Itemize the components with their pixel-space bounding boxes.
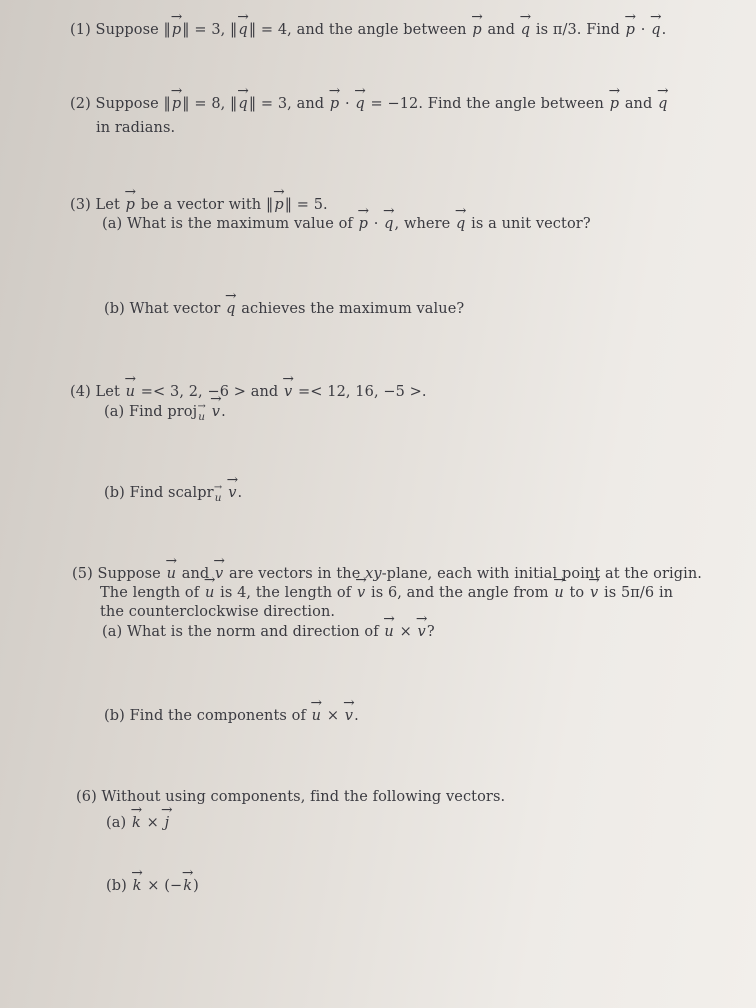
problem-5-cont-1	[100, 585, 673, 601]
text: xy	[365, 566, 382, 582]
text: (a) What is the maximum value of	[102, 216, 353, 232]
text: ·	[373, 216, 379, 232]
text: )	[193, 878, 199, 894]
problem-4a	[104, 404, 226, 423]
vector-k: → k	[131, 815, 142, 831]
subscript	[214, 492, 223, 504]
text: achieves the maximum value?	[241, 301, 465, 317]
vector-q: → q	[225, 301, 236, 317]
text: the counterclockwise direction.	[100, 604, 336, 620]
text: The length of	[100, 585, 200, 601]
vector-q: → q	[520, 22, 531, 38]
problem-3b	[104, 301, 464, 317]
text: (4) Let	[70, 384, 120, 400]
vector-p: → p	[329, 96, 340, 112]
text: ‖ = 3, ‖	[182, 22, 238, 38]
text: , where	[394, 216, 451, 232]
vector-p: → p	[471, 22, 482, 38]
text: (b)	[106, 878, 127, 894]
text: in radians.	[96, 120, 176, 136]
text: (a)	[106, 815, 127, 831]
text: is 5π/6 in	[603, 585, 674, 601]
text: =< 12, 16, −5 >.	[298, 384, 427, 400]
text: are vectors in the	[229, 566, 361, 582]
problem-5b	[104, 708, 359, 724]
vector-q: → q	[237, 22, 248, 38]
vector-k: → k	[182, 878, 193, 894]
text: (b) What vector	[104, 301, 221, 317]
vector-q: → q	[657, 96, 668, 112]
text: to	[569, 585, 585, 601]
vector-u: → u	[383, 624, 394, 640]
vector-u: → $_u$	[214, 492, 223, 504]
text: (3) Let	[70, 197, 120, 213]
vector-v: → v	[344, 708, 354, 724]
vector-q: → q	[383, 216, 394, 232]
problem-3	[70, 197, 328, 213]
text: (2) Suppose ‖	[70, 96, 171, 112]
vector-p: → p	[625, 22, 636, 38]
vector-q: → q	[455, 216, 466, 232]
text: ·	[640, 22, 646, 38]
vector-v: → v	[227, 485, 237, 501]
vector-p: → p	[171, 96, 182, 112]
problem-5-cont-2	[100, 604, 335, 620]
problem-5	[72, 566, 702, 582]
text: (b) Find scalpr	[104, 485, 214, 501]
text: is 4, the length of	[220, 585, 352, 601]
text: .	[221, 404, 226, 420]
problem-5a	[102, 624, 435, 640]
text: (6) Without using components, find the following vectors.	[76, 789, 506, 805]
text: and	[487, 22, 516, 38]
text: ‖ = 8, ‖	[182, 96, 238, 112]
problem-6b	[106, 878, 199, 894]
problem-4	[70, 384, 427, 400]
vector-q: → q	[650, 22, 661, 38]
text: and	[624, 96, 653, 112]
problem-1	[70, 22, 666, 38]
vector-p: → p	[125, 197, 136, 213]
text: .	[354, 708, 359, 724]
text: and	[181, 566, 210, 582]
text: ‖ = 5.	[284, 197, 328, 213]
text: ×	[399, 624, 412, 640]
text: ‖ = 3, and	[248, 96, 325, 112]
vector-j: → j	[164, 815, 171, 831]
vector-q: → q	[237, 96, 248, 112]
text: ×	[146, 815, 159, 831]
text: ×	[326, 708, 340, 724]
problem-4b	[104, 485, 242, 504]
text: × (−	[147, 878, 183, 894]
vector-p: → p	[171, 22, 182, 38]
vector-p: → p	[358, 216, 369, 232]
text: is a unit vector?	[471, 216, 591, 232]
vector-p: → p	[273, 197, 284, 213]
text: (a) Find proj	[104, 404, 198, 420]
text: = −12. Find the angle between	[370, 96, 604, 112]
text: =< 3, 2, −6 > and	[140, 384, 279, 400]
text: ·	[344, 96, 350, 112]
text: (a) What is the norm and direction of	[102, 624, 379, 640]
vector-v: → v	[356, 585, 366, 601]
text: is 6, and the angle from	[370, 585, 549, 601]
problem-2	[70, 96, 669, 112]
vector-v: → v	[211, 404, 221, 420]
vector-p: → p	[609, 96, 620, 112]
text: .	[661, 22, 667, 38]
vector-v: → v	[589, 585, 599, 601]
problem-3a	[102, 216, 591, 232]
vector-u: → u	[311, 708, 322, 724]
problem-2-cont	[96, 120, 175, 136]
text: (1) Suppose ‖	[70, 22, 171, 38]
text: .	[237, 485, 243, 501]
text: ?	[426, 624, 435, 640]
problem-6a	[106, 815, 170, 831]
vector-v: → v	[283, 384, 293, 400]
text: (5) Suppose	[72, 566, 161, 582]
text: (b) Find the components of	[104, 708, 306, 724]
vector-q: → q	[354, 96, 365, 112]
vector-k: → k	[132, 878, 143, 894]
text: -plane, each with initial point at the origin.	[381, 566, 703, 582]
vector-u: → u	[166, 566, 177, 582]
vector-u: → u	[125, 384, 136, 400]
text: ‖ = 4, and the angle between	[248, 22, 467, 38]
vector-u: → u	[204, 585, 215, 601]
text: is π/3. Find	[535, 22, 620, 38]
vector-u: → u	[553, 585, 564, 601]
vector-v: → v	[417, 624, 427, 640]
vector-v: → v	[214, 566, 224, 582]
vector-u: → $_u$	[197, 411, 206, 423]
subscript	[197, 411, 206, 423]
text: be a vector with ‖	[140, 197, 274, 213]
